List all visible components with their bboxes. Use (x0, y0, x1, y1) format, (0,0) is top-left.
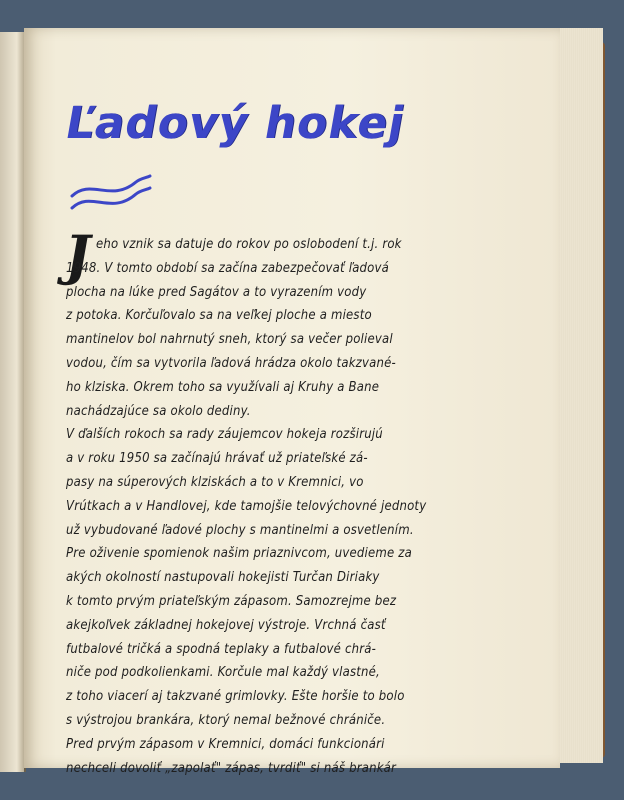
text-line: vodou, čím sa vytvorila ľadová hrádza okolo takzvané- (66, 355, 396, 371)
text-line: pasy na súperových klziskách a to v Kremnici, vo (66, 474, 364, 490)
text-line: k tomto prvým priateľským zápasom. Samozrejme bez (66, 593, 397, 609)
text-line: nachádzajúce sa okolo dediny. (66, 403, 251, 419)
text-line: eho vznik sa datuje do rokov po oslobodení t.j. rok (96, 237, 402, 252)
manuscript-page (24, 28, 560, 776)
drop-cap: J (60, 223, 98, 287)
text-line: a v roku 1950 sa začínajú hrávať už priateľské zá- (66, 451, 368, 467)
text-line: akejkoľvek základnej hokejovej výstroje. Vrchná časť (66, 617, 386, 633)
text-line: futbalové tričká a spodná teplaky a futbalové chrá- (66, 641, 377, 657)
text-line: akých okolností nastupovali hokejisti Turčan Diriaky (66, 570, 380, 586)
text-line: z toho viacerí aj takzvané grimlovky. Ešte horšie to bolo (66, 689, 405, 705)
text-line: mantinelov bol nahrnutý sneh, ktorý sa večer polieval (66, 332, 393, 348)
text-line: nechceli dovoliť „zapolať" zápas, tvrdiť" si náš brankár (66, 760, 397, 776)
text-line: Pred prvým zápasom v Kremnici, domáci funkcionári (66, 736, 385, 752)
page-stack-edge (555, 28, 603, 763)
handwritten-body (66, 233, 526, 780)
text-line: s výstrojou brankára, ktorý nemal bežnové chrániče. (66, 712, 386, 728)
left-page-edge (0, 32, 26, 772)
text-line: 1948. V tomto období sa začína zabezpečovať ľadová (66, 260, 390, 276)
text-line: ho klziska. Okrem toho sa využívali aj Kruhy a Bane (66, 379, 380, 395)
text-line: V ďalších rokoch sa rady záujemcov hokeja rozširujú (66, 427, 383, 443)
page-title: Ľadový hokej (61, 98, 410, 149)
text-line: Pre oživenie spomienok našim priaznivcom, uvedieme za (66, 546, 412, 562)
text-line: z potoka. Korčuľovalo sa na veľkej ploche a miesto (66, 308, 372, 324)
text-line: Vrútkach a v Handlovej, kde tamojšie telovýchovné jednoty (66, 498, 427, 514)
text-line: už vybudované ľadové plochy s mantinelmi a osvetlením. (66, 522, 414, 538)
text-line: plocha na lúke pred Sagátov a to vyrazením vody (66, 284, 367, 300)
text-line: niče pod podkolienkami. Korčule mal každý vlastné, (66, 665, 380, 681)
